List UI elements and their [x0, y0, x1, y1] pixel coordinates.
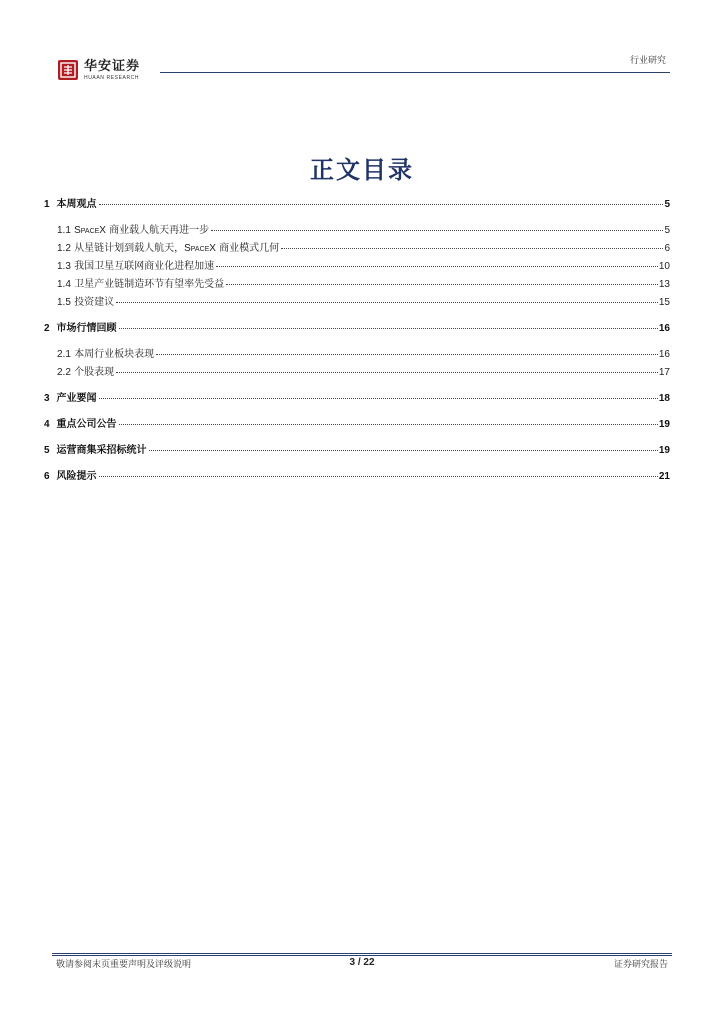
toc-entry[interactable]: [44, 260, 670, 274]
page-indicator: 3 / 22: [349, 957, 375, 968]
logo-subtext: HUAAN RESEARCH: [84, 75, 140, 81]
toc-entry-page: 17: [658, 367, 670, 378]
toc-entry-page: 16: [658, 349, 670, 360]
toc-entry[interactable]: [44, 348, 670, 362]
toc-entry-label: 5 运营商集采招标统计: [44, 445, 147, 456]
toc-leader-dots: [216, 266, 658, 267]
footer-divider: [52, 953, 672, 954]
toc-leader-dots: [281, 248, 663, 249]
toc-entry[interactable]: [44, 322, 670, 336]
toc-entry-page: 6: [664, 243, 670, 254]
toc-leader-dots: [116, 372, 658, 373]
toc-leader-dots: [116, 302, 658, 303]
toc-leader-dots: [99, 476, 658, 477]
toc-entry-label: 1.1 SpaceX 商业载人航天再进一步: [57, 225, 210, 236]
toc-entry-label: 1.5 投资建议: [57, 297, 115, 308]
toc-entry-page: 19: [658, 419, 670, 430]
toc-entry-label: 1 本周观点: [44, 199, 97, 210]
toc-entry[interactable]: [44, 278, 670, 292]
toc-entry[interactable]: [44, 224, 670, 238]
toc-entry[interactable]: [44, 198, 670, 212]
logo-text: 华安证券: [84, 59, 141, 74]
toc-leader-dots: [211, 230, 663, 231]
page-header: [54, 52, 670, 82]
huaan-logo-icon: [58, 60, 78, 80]
toc-leader-dots: [99, 204, 664, 205]
toc-entry-label: 3 产业要闻: [44, 393, 97, 404]
toc-entry-label: 1.2 从星链计划到载人航天，SpaceX 商业模式几何: [57, 243, 280, 254]
toc-entry-page: 5: [664, 199, 670, 210]
toc-entry-label: 1.4 卫星产业链制造环节有望率先受益: [57, 279, 225, 290]
toc-entry[interactable]: [44, 418, 670, 432]
footer-report-type: 证券研究报告: [613, 960, 668, 970]
toc-entry-page: 18: [658, 393, 670, 404]
toc-entry-label: 2.2 个股表现: [57, 367, 115, 378]
toc-entry-page: 5: [664, 225, 670, 236]
toc-entry[interactable]: [44, 366, 670, 380]
toc-entry-label: 2.1 本周行业板块表现: [57, 349, 155, 360]
toc-leader-dots: [226, 284, 658, 285]
section-label: 行业研究: [629, 56, 666, 66]
toc-entry-page: 10: [658, 261, 670, 272]
toc-entry-page: 21: [658, 471, 670, 482]
footer-disclaimer: 敬请参阅末页重要声明及评级说明: [56, 960, 192, 970]
page-title: 正文目录: [310, 156, 414, 184]
toc-entry-page: 19: [658, 445, 670, 456]
toc-entry[interactable]: [44, 392, 670, 406]
toc-entry-label: 2 市场行情回顾: [44, 323, 117, 334]
toc-entry[interactable]: [44, 444, 670, 458]
header-divider: [160, 72, 670, 73]
toc-entry[interactable]: [44, 242, 670, 256]
toc-leader-dots: [99, 398, 658, 399]
toc-leader-dots: [149, 450, 658, 451]
toc-entry[interactable]: [44, 470, 670, 484]
toc-leader-dots: [156, 354, 658, 355]
page-footer: [56, 957, 668, 971]
toc-entry-label: 6 风险提示: [44, 471, 97, 482]
toc-leader-dots: [119, 328, 658, 329]
toc-leader-dots: [119, 424, 658, 425]
footer-divider-thin: [52, 955, 672, 956]
toc-entry-page: 13: [658, 279, 670, 290]
toc-entry-label: 1.3 我国卫星互联网商业化进程加速: [57, 261, 215, 272]
toc-entry-page: 16: [658, 323, 670, 334]
toc-entry-label: 4 重点公司公告: [44, 419, 117, 430]
toc-entry[interactable]: [44, 296, 670, 310]
toc-entry-page: 15: [658, 297, 670, 308]
